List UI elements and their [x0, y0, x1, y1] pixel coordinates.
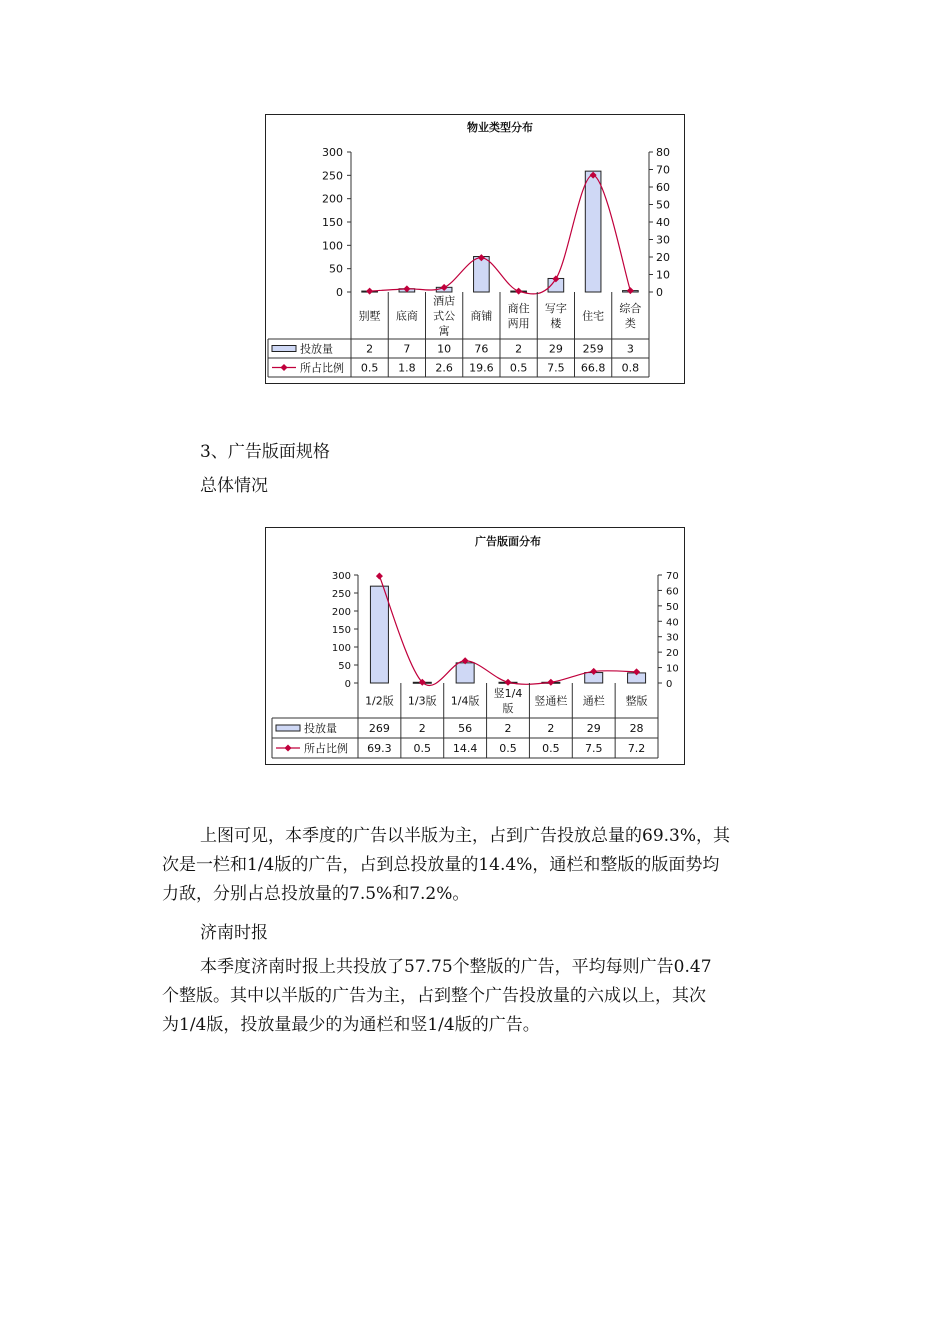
category-label: 寓	[438, 324, 450, 338]
data-label: 2	[366, 342, 374, 356]
legend-line-marker	[280, 364, 287, 371]
left-axis-tick-label: 150	[322, 216, 343, 229]
left-axis-tick-label: 200	[322, 192, 343, 206]
paragraph-1	[162, 822, 730, 909]
data-label: 269	[368, 722, 390, 735]
line-point	[366, 288, 373, 295]
line-point	[547, 679, 554, 686]
category-label: 1/2版	[365, 694, 394, 708]
line-point	[515, 288, 522, 295]
data-label: 28	[629, 722, 644, 735]
left-axis-tick-label: 150	[331, 625, 351, 636]
property-type-chart	[265, 114, 685, 384]
category-label: 商铺	[470, 309, 493, 323]
category-label: 综合	[619, 302, 642, 315]
chart-title: 物业类型分布	[467, 121, 533, 134]
paragraph-1-line: 上图可见，本季度的广告以半版为主，占到广告投放总量的69.3%，其	[200, 826, 731, 846]
left-axis-tick-label: 250	[331, 589, 351, 600]
legend-bar-swatch	[276, 725, 300, 731]
left-axis-tick-label: 200	[331, 607, 351, 618]
data-label: 29	[586, 722, 601, 735]
paragraph-2-line: 为1/4版，投放量最少的为通栏和竖1/4版的广告。	[162, 1015, 540, 1035]
category-label: 版	[502, 702, 514, 715]
data-label: 0.5	[509, 361, 528, 375]
data-label: 56	[458, 722, 473, 735]
series-line	[379, 576, 636, 685]
ad-layout-chart-svg	[266, 528, 684, 764]
data-label: 19.6	[469, 361, 494, 375]
category-label: 1/4版	[450, 694, 480, 708]
right-axis-tick-label: 20	[666, 648, 679, 660]
category-label: 1/3版	[407, 694, 437, 708]
bar	[585, 171, 601, 292]
line-point	[376, 573, 383, 580]
left-axis-tick-label: 100	[331, 643, 351, 654]
right-axis-tick-label: 50	[666, 601, 679, 613]
paragraph-1-line: 力敌，分别占总投放量的7.5%和7.2%。	[162, 884, 470, 904]
right-axis-tick-label: 10	[656, 268, 670, 282]
data-label: 69.3	[367, 742, 392, 755]
data-label: 10	[437, 342, 452, 356]
property-type-chart-svg	[266, 115, 684, 383]
data-label: 2	[504, 722, 512, 735]
paragraph-2-line: 个整版。其中以半版的广告为主，占到整个广告投放量的六成以上，其次	[162, 986, 706, 1006]
data-label: 2	[547, 722, 555, 735]
right-axis-tick-label: 50	[656, 198, 670, 212]
paragraph-1-line: 次是一栏和1/4版的广告，占到总投放量的14.4%，通栏和整版的版面势均	[162, 855, 720, 875]
category-label: 式公	[433, 309, 456, 323]
right-axis-tick-label: 60	[656, 181, 670, 194]
data-label: 1.8	[398, 361, 416, 375]
category-label: 竖通栏	[534, 694, 568, 708]
line-point	[504, 679, 511, 686]
bar	[474, 257, 490, 292]
category-label: 酒店	[433, 294, 456, 308]
data-label: 2.6	[435, 361, 453, 375]
right-axis-tick-label: 30	[666, 632, 679, 644]
data-label: 7.5	[584, 742, 603, 755]
left-axis-tick-label: 250	[322, 169, 343, 183]
left-axis-tick-label: 300	[322, 146, 343, 159]
left-axis-tick-label: 50	[338, 661, 351, 672]
right-axis-tick-label: 10	[666, 663, 679, 675]
left-axis-tick-label: 300	[331, 571, 351, 582]
category-label: 通栏	[582, 694, 605, 708]
data-label: 0.5	[542, 742, 560, 755]
right-axis-tick-label: 0	[666, 679, 673, 690]
data-label: 259	[582, 342, 604, 356]
ad-layout-chart	[265, 527, 685, 765]
left-axis-tick-label: 0	[344, 679, 351, 690]
category-label: 别墅	[358, 309, 381, 323]
category-label: 类	[624, 317, 636, 330]
category-label: 商住	[507, 302, 530, 315]
right-axis-tick-label: 80	[656, 146, 670, 159]
data-label: 7.2	[627, 742, 646, 755]
left-axis-tick-label: 0	[336, 286, 343, 299]
right-axis-tick-label: 70	[656, 163, 670, 177]
data-label: 29	[548, 342, 563, 356]
right-axis-tick-label: 60	[666, 586, 679, 598]
category-label: 写字	[544, 302, 567, 315]
right-axis-tick-label: 0	[656, 286, 663, 299]
category-label: 竖1/4	[493, 687, 523, 700]
bar	[370, 586, 388, 683]
left-axis-tick-label: 50	[329, 262, 343, 276]
category-label: 底商	[395, 309, 418, 323]
legend-label: 投放量	[300, 342, 333, 356]
jinan-heading: 济南时报	[200, 923, 268, 943]
chart-title: 广告版面分布	[475, 535, 541, 548]
legend-label: 所占比例	[304, 742, 348, 755]
right-axis-tick-label: 70	[666, 571, 679, 582]
data-label: 2	[515, 342, 523, 356]
overall-heading: 总体情况	[200, 476, 268, 496]
data-label: 0.5	[360, 361, 379, 375]
legend-label: 投放量	[304, 722, 337, 735]
right-axis-tick-label: 20	[656, 251, 670, 264]
line-point	[627, 287, 634, 294]
data-label: 7	[403, 342, 411, 356]
legend-label: 所占比例	[300, 361, 344, 375]
category-label: 整版	[625, 694, 648, 708]
right-axis-tick-label: 40	[656, 216, 670, 229]
data-label: 3	[626, 342, 634, 356]
data-label: 0.5	[499, 742, 517, 755]
paragraph-2-line: 本季度济南时报上共投放了57.75个整版的广告，平均每则广告0.47	[200, 957, 712, 977]
category-label: 住宅	[582, 309, 605, 323]
data-label: 76	[474, 342, 489, 356]
section-heading: 3、广告版面规格	[200, 442, 330, 462]
data-label: 0.5	[413, 742, 432, 755]
right-axis-tick-label: 40	[666, 617, 679, 629]
legend-bar-swatch	[272, 346, 296, 352]
bar	[456, 663, 474, 683]
category-label: 两用	[507, 317, 530, 330]
data-label: 0.8	[621, 361, 640, 375]
data-label: 7.5	[547, 361, 565, 375]
left-axis-tick-label: 100	[322, 239, 343, 253]
paragraph-2	[162, 953, 712, 1040]
category-label: 楼	[550, 317, 562, 330]
legend-line-marker	[284, 744, 291, 751]
right-axis-tick-label: 30	[656, 233, 670, 247]
data-label: 14.4	[452, 742, 478, 755]
data-label: 66.8	[580, 361, 606, 375]
data-label: 2	[418, 722, 426, 735]
